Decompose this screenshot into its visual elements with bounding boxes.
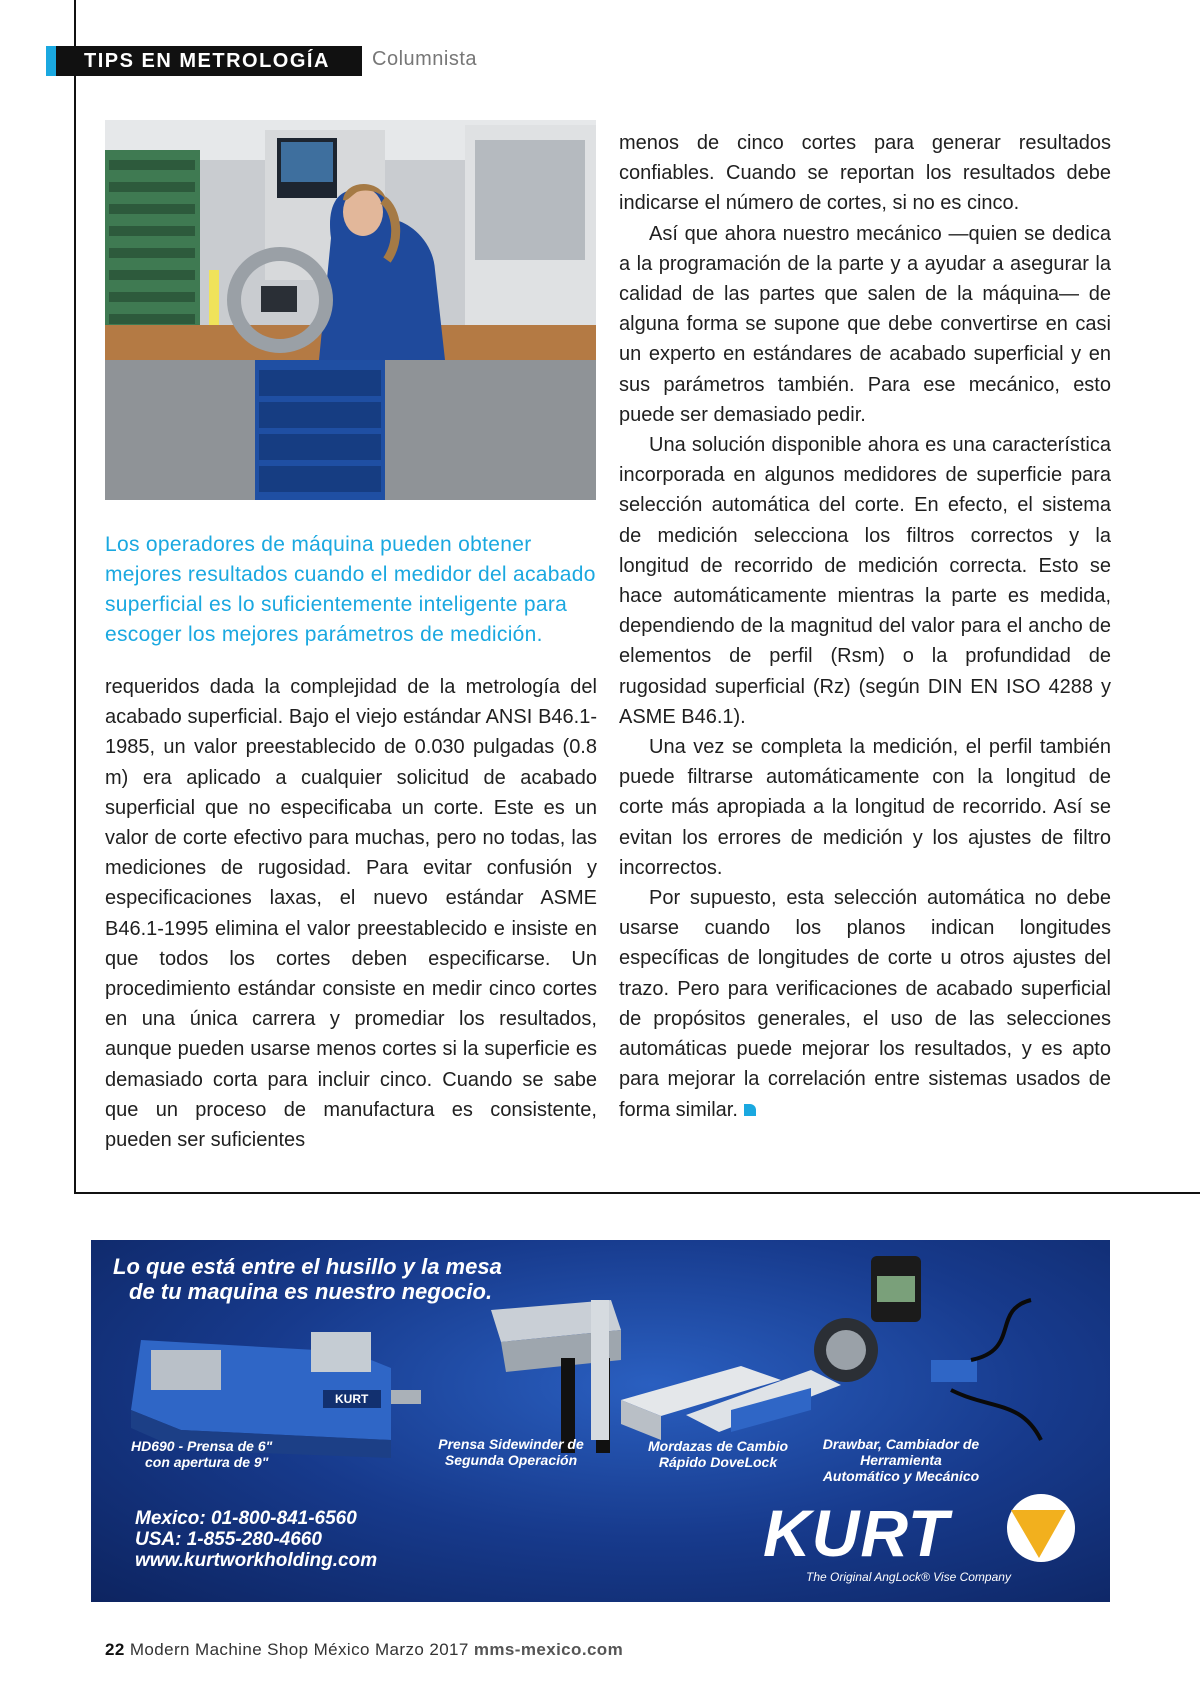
horizontal-rule xyxy=(74,1192,1200,1194)
page-footer xyxy=(105,1640,623,1660)
kurt-brand: KURT xyxy=(763,1496,950,1570)
ad-website-link[interactable]: www.kurtworkholding.com xyxy=(135,1550,378,1571)
article-paragraph: Una solución disponible ahora es una característica incorporada en algunos medidores de superficie para selección automática del corte. En efecto, el sistema de medición selecciona los filtros correctos y la longitud de recorrido de medición correcta. Esto se hace automáticamente mientras la parte es medida, dependiendo de la magnitud del valor para el ancho de elementos de perfil (Rsm) o la profundidad de rugosidad superficial (Rz) (según DIN EN ISO 4288 y ASME B46.1). xyxy=(619,434,1111,728)
section-tab xyxy=(46,46,362,76)
dovelock-jaws-icon xyxy=(621,1366,841,1440)
kurt-tagline: The Original AngLock® Vise Company xyxy=(806,1570,1011,1584)
phone-mexico: Mexico: 01-800-841-6560 xyxy=(135,1508,357,1529)
product-label-dovelock: Mordazas de Cambio Rápido DoveLock xyxy=(647,1438,789,1470)
article-paragraph: Así que ahora nuestro mecánico —quien se dedica a la programación de la parte y a ayudar a asegurar la calidad de las partes que salen de la máquina— de alguna forma se supone que debe convertirse en casi un experto en estándares de acabado superficial y en sus parámetros también. Para ese mecánico, esto puede ser demasiado pedir. xyxy=(619,222,1111,426)
drawbar-icon xyxy=(814,1256,1041,1440)
kurt-advertisement[interactable] xyxy=(91,1240,1110,1602)
product-label-hd690: HD690 - Prensa de 6" con apertura de 9" xyxy=(131,1438,273,1470)
kurt-logo xyxy=(763,1498,1063,1578)
article-paragraph: Por supuesto, esta selección automática no debe usarse cuando los planos indican longitudes específicas de longitudes de corte u otros ajustes del trazo. Pero para verificaciones de acabado superficial de propósitos generales, el uso de las selecciones automáticas puede mejorar los resultados, y es apto para mejorar la correlación entre sistemas usados de forma similar. xyxy=(619,887,1111,1121)
section-title: TIPS EN METROLOGÍA xyxy=(84,50,330,72)
figure-caption: Los operadores de máquina pueden obtener mejores resultados cuando el medidor del acabado superficial es lo suficientemente inteligente para escoger los mejores parámetros de medición. xyxy=(105,533,596,646)
article-column-left xyxy=(105,672,597,1155)
article-paragraph: requeridos dada la complejidad de la metrología del acabado superficial. Bajo el viejo estándar ANSI B46.1-1985, un valor preestablecido de 0.030 pulgadas (0.8 m) era aplicado a cualquier solicitud de acabado superficial que no especificaba un corte. Este es un valor de corte efectivo para muchas, pero no todas, las mediciones de rugosidad. Para evitar confusión y especificaciones laxas, el nuevo estándar ASME B46.1-1995 elimina el valor preestablecido e insiste en que todos los cortes deben especificarse. Un procedimiento estándar consiste en medir cinco cortes en una única carrera y promediar los resultados, aunque pueden usarse menos cortes si la superficie es demasiado corta para incluir cinco. Cuando se sabe que un proceso de manufactura es consistente, pueden ser suficientes xyxy=(105,676,597,1152)
section-subtitle: Columnista xyxy=(372,48,478,70)
footer-website-link[interactable]: mms-mexico.com xyxy=(473,1640,624,1659)
phone-usa: USA: 1-855-280-4660 xyxy=(135,1529,322,1550)
ad-headline: Lo que está entre el husillo y la mesa de tu maquina es nuestro negocio. xyxy=(113,1254,502,1304)
vertical-rule xyxy=(74,0,76,1193)
article-photo xyxy=(105,120,596,500)
article-paragraph: Una vez se completa la medición, el perfil también puede filtrarse automáticamente con la longitud de corte más apropiada a la longitud de recorrido. Así se evitan los errores de medición y los ajustes de filtro incorrectos. xyxy=(619,736,1111,879)
vise-badge: KURT xyxy=(335,1392,369,1406)
article-column-right xyxy=(619,128,1111,1125)
product-label-sidewinder: Prensa Sidewinder de Segunda Operación xyxy=(438,1436,584,1468)
page-number: 22 xyxy=(105,1640,125,1659)
article-paragraph: menos de cinco cortes para generar resultados confiables. Cuando se reportan los resultados debe indicarse el número de cortes, si no es cinco. xyxy=(619,132,1111,215)
product-label-drawbar: Drawbar, Cambiador de Herramienta Automático y Mecánico xyxy=(822,1436,980,1484)
lab-photo-illustration xyxy=(105,120,596,500)
publication-info: Modern Machine Shop México Marzo 2017 xyxy=(129,1640,469,1659)
ad-contact xyxy=(135,1508,377,1571)
sidewinder-vise-icon xyxy=(491,1300,621,1453)
end-of-article-icon xyxy=(744,1104,756,1116)
